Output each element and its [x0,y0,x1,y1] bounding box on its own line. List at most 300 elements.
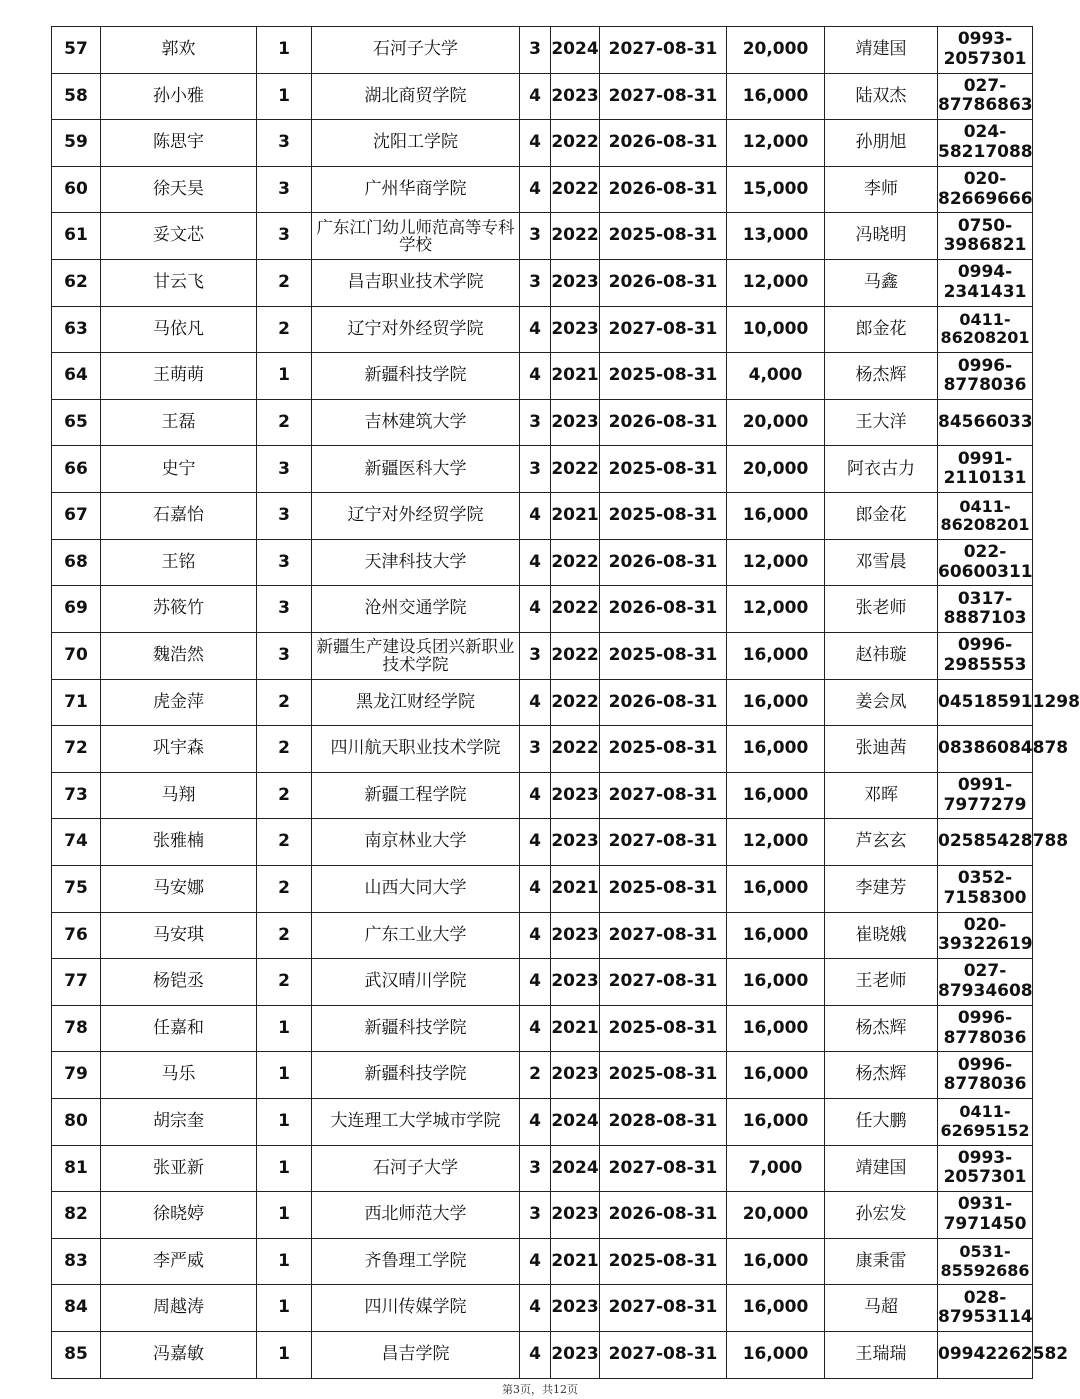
contact-phone: 09942262582 [938,1332,1033,1379]
table-row [52,73,1033,120]
amount-cell: 20,000 [727,1192,825,1239]
contact-name: 杨杰辉 [825,353,938,400]
table-row [52,1052,1033,1099]
contact-phone: 0317-8887103 [938,586,1033,633]
contact-name: 郎金花 [825,306,938,353]
student-name: 甘云飞 [101,260,257,307]
row-number: 78 [52,1005,101,1052]
student-name: 王磊 [101,399,257,446]
contact-phone: 027-87786863 [938,73,1033,120]
row-number: 85 [52,1332,101,1379]
table-row [52,166,1033,213]
study-years: 3 [520,260,551,307]
student-name: 石嘉怡 [101,493,257,540]
school-name: 新疆科技学院 [312,1052,520,1099]
contact-name: 阿衣古力 [825,446,938,493]
end-date: 2025-08-31 [600,446,727,493]
row-number: 67 [52,493,101,540]
contact-phone: 0352-7158300 [938,865,1033,912]
school-name: 吉林建筑大学 [312,399,520,446]
table-row [52,726,1033,773]
contact-phone: 020-82669666 [938,166,1033,213]
row-number: 74 [52,819,101,866]
contact-name: 杨杰辉 [825,1005,938,1052]
enroll-year: 2021 [551,353,600,400]
grade-cell: 2 [257,912,312,959]
end-date: 2028-08-31 [600,1099,727,1146]
contact-phone: 0993-2057301 [938,1145,1033,1192]
school-name: 昌吉学院 [312,1332,520,1379]
row-number: 63 [52,306,101,353]
amount-cell: 16,000 [727,73,825,120]
contact-phone: 0991-2110131 [938,446,1033,493]
grade-cell: 1 [257,1099,312,1146]
contact-phone: 0991-7977279 [938,772,1033,819]
grade-cell: 3 [257,166,312,213]
amount-cell: 16,000 [727,1052,825,1099]
study-years: 3 [520,726,551,773]
study-years: 2 [520,1052,551,1099]
contact-name: 马超 [825,1285,938,1332]
row-number: 57 [52,27,101,74]
contact-phone: 0750-3986821 [938,213,1033,260]
end-date: 2026-08-31 [600,120,727,167]
student-name: 虎金萍 [101,679,257,726]
enroll-year: 2022 [551,446,600,493]
study-years: 4 [520,772,551,819]
student-name: 王铭 [101,539,257,586]
contact-phone: 024-58217088 [938,120,1033,167]
study-years: 4 [520,679,551,726]
table-row [52,120,1033,167]
table-row [52,865,1033,912]
study-years: 3 [520,1145,551,1192]
amount-cell: 20,000 [727,399,825,446]
school-name: 南京林业大学 [312,819,520,866]
row-number: 66 [52,446,101,493]
school-name: 广州华商学院 [312,166,520,213]
amount-cell: 16,000 [727,632,825,679]
school-name: 石河子大学 [312,27,520,74]
grade-cell: 2 [257,959,312,1006]
contact-name: 靖建国 [825,1145,938,1192]
student-name: 巩宇森 [101,726,257,773]
amount-cell: 16,000 [727,912,825,959]
enroll-year: 2023 [551,819,600,866]
enroll-year: 2023 [551,1192,600,1239]
study-years: 4 [520,493,551,540]
study-years: 4 [520,865,551,912]
enroll-year: 2022 [551,120,600,167]
school-name: 山西大同大学 [312,865,520,912]
study-years: 4 [520,73,551,120]
row-number: 76 [52,912,101,959]
row-number: 83 [52,1238,101,1285]
row-number: 79 [52,1052,101,1099]
grade-cell: 2 [257,306,312,353]
table-row [52,819,1033,866]
student-name: 徐晓婷 [101,1192,257,1239]
enroll-year: 2023 [551,399,600,446]
table-row [52,1099,1033,1146]
school-name: 四川传媒学院 [312,1285,520,1332]
study-years: 3 [520,632,551,679]
table-row [52,1332,1033,1379]
student-name: 史宁 [101,446,257,493]
contact-phone: 0531-85592686 [938,1238,1033,1285]
contact-phone: 0996-2985553 [938,632,1033,679]
table-row [52,493,1033,540]
grade-cell: 2 [257,772,312,819]
contact-name: 李建芳 [825,865,938,912]
contact-name: 张老师 [825,586,938,633]
school-name: 沧州交通学院 [312,586,520,633]
contact-phone: 0996-8778036 [938,1005,1033,1052]
enroll-year: 2022 [551,632,600,679]
row-number: 60 [52,166,101,213]
student-name: 胡宗奎 [101,1099,257,1146]
end-date: 2027-08-31 [600,819,727,866]
row-number: 64 [52,353,101,400]
enroll-year: 2023 [551,1332,600,1379]
amount-cell: 15,000 [727,166,825,213]
enroll-year: 2021 [551,865,600,912]
study-years: 4 [520,306,551,353]
study-years: 3 [520,1192,551,1239]
study-years: 4 [520,1238,551,1285]
school-name: 辽宁对外经贸学院 [312,306,520,353]
grade-cell: 1 [257,27,312,74]
enroll-year: 2023 [551,260,600,307]
student-name: 马翔 [101,772,257,819]
study-years: 3 [520,27,551,74]
row-number: 62 [52,260,101,307]
student-name: 周越涛 [101,1285,257,1332]
student-name: 杨铠丞 [101,959,257,1006]
school-name: 黑龙江财经学院 [312,679,520,726]
amount-cell: 12,000 [727,819,825,866]
grade-cell: 2 [257,865,312,912]
student-name: 苏筱竹 [101,586,257,633]
amount-cell: 16,000 [727,865,825,912]
student-name: 马乐 [101,1052,257,1099]
enroll-year: 2024 [551,1145,600,1192]
table-row [52,632,1033,679]
row-number: 58 [52,73,101,120]
amount-cell: 7,000 [727,1145,825,1192]
contact-name: 孙宏发 [825,1192,938,1239]
end-date: 2026-08-31 [600,166,727,213]
contact-name: 王大洋 [825,399,938,446]
contact-phone: 0411-62695152 [938,1099,1033,1146]
school-name: 辽宁对外经贸学院 [312,493,520,540]
table-row [52,446,1033,493]
contact-name: 姜会凤 [825,679,938,726]
end-date: 2026-08-31 [600,399,727,446]
row-number: 75 [52,865,101,912]
grade-cell: 1 [257,353,312,400]
end-date: 2025-08-31 [600,493,727,540]
study-years: 4 [520,819,551,866]
amount-cell: 16,000 [727,1238,825,1285]
grade-cell: 1 [257,1285,312,1332]
contact-name: 王老师 [825,959,938,1006]
contact-phone: 0931-7971450 [938,1192,1033,1239]
enroll-year: 2023 [551,959,600,1006]
end-date: 2026-08-31 [600,1192,727,1239]
table-row [52,586,1033,633]
table-row [52,306,1033,353]
grade-cell: 2 [257,260,312,307]
enroll-year: 2022 [551,539,600,586]
end-date: 2026-08-31 [600,260,727,307]
study-years: 4 [520,539,551,586]
enroll-year: 2021 [551,1238,600,1285]
contact-name: 孙朋旭 [825,120,938,167]
study-years: 4 [520,166,551,213]
school-name: 广东工业大学 [312,912,520,959]
table-row [52,213,1033,260]
amount-cell: 16,000 [727,679,825,726]
end-date: 2025-08-31 [600,1052,727,1099]
student-name: 徐天昊 [101,166,257,213]
table-row [52,1238,1033,1285]
enroll-year: 2022 [551,213,600,260]
amount-cell: 12,000 [727,539,825,586]
end-date: 2027-08-31 [600,1145,727,1192]
contact-phone: 0994-2341431 [938,260,1033,307]
study-years: 4 [520,1099,551,1146]
end-date: 2027-08-31 [600,73,727,120]
enroll-year: 2023 [551,772,600,819]
contact-phone: 0996-8778036 [938,1052,1033,1099]
amount-cell: 12,000 [727,260,825,307]
grade-cell: 3 [257,586,312,633]
table-row [52,27,1033,74]
school-name: 新疆生产建设兵团兴新职业技术学院 [312,632,520,679]
row-number: 82 [52,1192,101,1239]
row-number: 59 [52,120,101,167]
scholarship-table [51,26,1080,1379]
end-date: 2025-08-31 [600,213,727,260]
end-date: 2026-08-31 [600,539,727,586]
enroll-year: 2023 [551,1052,600,1099]
amount-cell: 16,000 [727,959,825,1006]
grade-cell: 3 [257,493,312,540]
end-date: 2027-08-31 [600,959,727,1006]
contact-name: 马鑫 [825,260,938,307]
row-number: 68 [52,539,101,586]
amount-cell: 12,000 [727,586,825,633]
study-years: 3 [520,399,551,446]
grade-cell: 1 [257,73,312,120]
enroll-year: 2022 [551,586,600,633]
grade-cell: 2 [257,399,312,446]
grade-cell: 1 [257,1145,312,1192]
enroll-year: 2023 [551,73,600,120]
row-number: 81 [52,1145,101,1192]
row-number: 80 [52,1099,101,1146]
amount-cell: 16,000 [727,726,825,773]
amount-cell: 16,000 [727,1285,825,1332]
amount-cell: 10,000 [727,306,825,353]
school-name: 湖北商贸学院 [312,73,520,120]
student-name: 郭欢 [101,27,257,74]
grade-cell: 3 [257,446,312,493]
study-years: 4 [520,586,551,633]
end-date: 2025-08-31 [600,353,727,400]
table-row [52,772,1033,819]
contact-phone: 0411-86208201 [938,306,1033,353]
end-date: 2027-08-31 [600,912,727,959]
row-number: 73 [52,772,101,819]
contact-name: 崔晓娥 [825,912,938,959]
table-row [52,260,1033,307]
row-number: 65 [52,399,101,446]
school-name: 武汉晴川学院 [312,959,520,1006]
grade-cell: 3 [257,120,312,167]
student-name: 陈思宇 [101,120,257,167]
school-name: 石河子大学 [312,1145,520,1192]
grade-cell: 3 [257,213,312,260]
contact-name: 任大鹏 [825,1099,938,1146]
contact-phone: 022-60600311 [938,539,1033,586]
contact-name: 赵祎璇 [825,632,938,679]
row-number: 69 [52,586,101,633]
student-name: 张亚新 [101,1145,257,1192]
row-number: 72 [52,726,101,773]
student-name: 马依凡 [101,306,257,353]
study-years: 4 [520,353,551,400]
school-name: 齐鲁理工学院 [312,1238,520,1285]
contact-phone: 027-87934608 [938,959,1033,1006]
contact-name: 邓雪晨 [825,539,938,586]
contact-name: 张迪茜 [825,726,938,773]
contact-name: 芦玄玄 [825,819,938,866]
enroll-year: 2023 [551,306,600,353]
enroll-year: 2021 [551,1005,600,1052]
school-name: 广东江门幼儿师范高等专科学校 [312,213,520,260]
student-name: 孙小雅 [101,73,257,120]
row-number: 61 [52,213,101,260]
student-name: 任嘉和 [101,1005,257,1052]
amount-cell: 12,000 [727,120,825,167]
amount-cell: 16,000 [727,772,825,819]
contact-name: 李师 [825,166,938,213]
contact-phone: 84566033 [938,399,1033,446]
study-years: 3 [520,213,551,260]
student-name: 李严威 [101,1238,257,1285]
grade-cell: 2 [257,819,312,866]
student-name: 马安琪 [101,912,257,959]
end-date: 2027-08-31 [600,1285,727,1332]
row-number: 77 [52,959,101,1006]
student-name: 王萌萌 [101,353,257,400]
contact-phone: 045185911298 [938,679,1033,726]
contact-name: 邓晖 [825,772,938,819]
amount-cell: 13,000 [727,213,825,260]
end-date: 2027-08-31 [600,306,727,353]
study-years: 4 [520,1285,551,1332]
study-years: 4 [520,959,551,1006]
table-row [52,539,1033,586]
contact-phone: 0996-8778036 [938,353,1033,400]
student-name: 魏浩然 [101,632,257,679]
enroll-year: 2022 [551,679,600,726]
contact-phone: 0411-86208201 [938,493,1033,540]
school-name: 新疆工程学院 [312,772,520,819]
school-name: 西北师范大学 [312,1192,520,1239]
table-row [52,679,1033,726]
amount-cell: 16,000 [727,1005,825,1052]
enroll-year: 2024 [551,27,600,74]
table-body [52,27,1080,1379]
contact-name: 陆双杰 [825,73,938,120]
contact-name: 康秉雷 [825,1238,938,1285]
school-name: 四川航天职业技术学院 [312,726,520,773]
contact-name: 靖建国 [825,27,938,74]
school-name: 新疆科技学院 [312,1005,520,1052]
end-date: 2026-08-31 [600,586,727,633]
grade-cell: 3 [257,632,312,679]
end-date: 2026-08-31 [600,679,727,726]
enroll-year: 2023 [551,1285,600,1332]
grade-cell: 1 [257,1052,312,1099]
school-name: 新疆科技学院 [312,353,520,400]
table-row [52,1285,1033,1332]
grade-cell: 2 [257,726,312,773]
contact-name: 郎金花 [825,493,938,540]
contact-phone: 0993-2057301 [938,27,1033,74]
school-name: 新疆医科大学 [312,446,520,493]
amount-cell: 4,000 [727,353,825,400]
contact-name: 王瑞瑞 [825,1332,938,1379]
end-date: 2025-08-31 [600,1005,727,1052]
grade-cell: 2 [257,679,312,726]
table-row [52,1005,1033,1052]
end-date: 2025-08-31 [600,1238,727,1285]
enroll-year: 2022 [551,166,600,213]
study-years: 4 [520,1005,551,1052]
end-date: 2025-08-31 [600,865,727,912]
row-number: 70 [52,632,101,679]
contact-phone: 02585428788 [938,819,1033,866]
study-years: 4 [520,120,551,167]
table-row [52,399,1033,446]
table-row [52,1192,1033,1239]
amount-cell: 20,000 [727,446,825,493]
table-row [52,353,1033,400]
page-footer: 第3页，共12页 [502,1383,578,1396]
grade-cell: 1 [257,1332,312,1379]
amount-cell: 20,000 [727,27,825,74]
student-name: 冯嘉敏 [101,1332,257,1379]
table-row [52,959,1033,1006]
enroll-year: 2023 [551,912,600,959]
grade-cell: 1 [257,1238,312,1285]
amount-cell: 16,000 [727,1332,825,1379]
contact-name: 冯晓明 [825,213,938,260]
end-date: 2027-08-31 [600,1332,727,1379]
amount-cell: 16,000 [727,493,825,540]
end-date: 2025-08-31 [600,726,727,773]
end-date: 2027-08-31 [600,772,727,819]
student-name: 马安娜 [101,865,257,912]
grade-cell: 3 [257,539,312,586]
table-row [52,1145,1033,1192]
school-name: 沈阳工学院 [312,120,520,167]
enroll-year: 2022 [551,726,600,773]
